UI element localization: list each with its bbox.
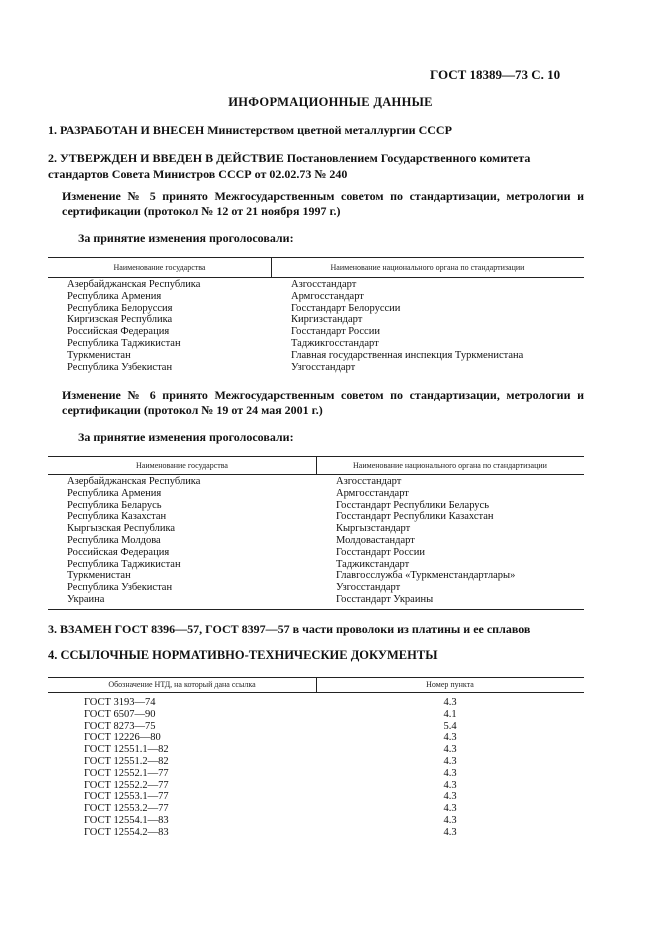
table-cell: Российская Федерация [67, 546, 170, 558]
item-1 [48, 122, 452, 138]
table-cell: 4.3 [443, 814, 457, 826]
table-4-points [400, 697, 500, 839]
item-1-text: Министерством цветной металлургии СССР [204, 123, 452, 137]
table-6-header-rule [48, 474, 584, 475]
table-4-header-point: Номер пункта [426, 680, 474, 689]
table-cell: Азгосстандарт [336, 476, 402, 487]
table-4-header-doc: Обозначение НТД, на который дана ссылка [108, 680, 256, 689]
table-cell: Узгосстандарт [291, 361, 356, 373]
table-cell: ГОСТ 3193—74 [84, 697, 156, 708]
table-cell: Азербайджанская Республика [67, 279, 201, 290]
table-cell: ГОСТ 12551.1—82 [84, 744, 169, 756]
item-4-title [48, 648, 437, 663]
table-cell: Республика Молдова [67, 534, 161, 546]
table-cell: ГОСТ 12554.2—83 [84, 826, 169, 838]
table-cell: Киргизстандарт [291, 314, 363, 326]
table-5-header-body: Наименование национального органа по стандартизации [330, 263, 525, 272]
table-4-docs [84, 697, 169, 839]
table-6-states [67, 476, 200, 606]
table-5-top-rule [48, 257, 584, 258]
table-cell: Таджикгосстандарт [291, 337, 379, 349]
item-4-title-text: 4. ССЫЛОЧНЫЕ НОРМАТИВНО-ТЕХНИЧЕСКИЕ ДОКУМЕНТЫ [48, 648, 438, 662]
table-cell: Азербайджанская Республика [67, 476, 201, 487]
table-6-bottom-rule [48, 609, 584, 610]
table-5-states [67, 279, 200, 373]
table-cell: Госстандарт Белоруссии [291, 302, 401, 314]
table-cell: Республика Таджикистан [67, 558, 181, 570]
amendment-6-text: Изменение № 6 принято Межгосударственным советом по стандартизации, метрологии и сертификации (протокол № 19 от 24 мая 2001 г.) [62, 388, 584, 417]
table-cell: Госстандарт Республики Беларусь [336, 499, 490, 511]
table-cell: 4.3 [443, 791, 457, 803]
document-title: ИНФОРМАЦИОННЫЕ ДАННЫЕ [228, 95, 433, 109]
table-cell: 4.3 [443, 779, 457, 791]
table-cell: 4.3 [443, 826, 457, 838]
table-cell: 4.3 [443, 755, 457, 767]
table-cell: ГОСТ 6507—90 [84, 708, 156, 720]
table-cell: ГОСТ 12226—80 [84, 732, 161, 744]
table-cell: ГОСТ 12553.1—77 [84, 791, 169, 803]
table-cell: Госстандарт Украины [336, 593, 434, 605]
table-cell: 5.4 [443, 720, 457, 732]
table-cell: Молдовастандарт [336, 534, 415, 546]
table-cell: Республика Белоруссия [67, 302, 173, 314]
table-cell: Республика Беларусь [67, 499, 162, 511]
table-cell: Армгосстандарт [291, 290, 364, 302]
table-cell: ГОСТ 12551.2—82 [84, 755, 169, 767]
amendment-6-voted: За принятие изменения проголосовали: [78, 430, 294, 444]
table-6-bodies [336, 476, 515, 606]
amendment-5-text: Изменение № 5 принято Межгосударственным советом по стандартизации, метрологии и сертификации (протокол № 12 от 21 ноября 1997 г.) [62, 189, 584, 218]
item-1-lead: 1. РАЗРАБОТАН И ВНЕСЕН [48, 123, 205, 137]
item-3: 3. ВЗАМЕН ГОСТ 8396—57, ГОСТ 8397—57 в части проволоки из платины и ее сплавов [48, 622, 531, 636]
page-header: ГОСТ 18389—73 С. 10 [430, 67, 561, 82]
table-cell: ГОСТ 12552.1—77 [84, 767, 169, 779]
table-cell: Туркменистан [67, 570, 131, 582]
table-6-header-body: Наименование национального органа по стандартизации [353, 461, 547, 470]
table-5-header-state: Наименование государства [113, 263, 206, 272]
table-cell: Киргизская Республика [67, 314, 173, 326]
table-5-bodies [291, 279, 523, 373]
amendment-5-voted: За принятие изменения проголосовали: [78, 231, 294, 245]
table-cell: Госстандарт Республики Казахстан [336, 511, 494, 523]
table-cell: Туркменистан [67, 349, 131, 361]
item-2 [48, 150, 583, 182]
item-2-lead: 2. УТВЕРЖДЕН И ВВЕДЕН В ДЕЙСТВИЕ [48, 151, 284, 165]
table-6-header-state: Наименование государства [136, 461, 228, 470]
table-cell: Главгосслужба «Туркменстандартлары» [336, 570, 516, 582]
table-cell: 4.1 [443, 708, 457, 720]
table-cell: ГОСТ 12553.2—77 [84, 803, 169, 815]
table-cell: ГОСТ 12554.1—83 [84, 814, 169, 826]
table-cell: Республика Узбекистан [67, 361, 173, 373]
table-cell: ГОСТ 8273—75 [84, 720, 156, 732]
table-cell: Азгосстандарт [291, 279, 357, 290]
table-cell: Узгосстандарт [336, 582, 401, 594]
item-2-text: Постановлением Государственного комитета стандартов Совета Министров СССР от 02.02.73 № 240 [48, 151, 531, 181]
table-cell: Кыргызская Республика [67, 523, 176, 535]
table-4-header-rule [48, 692, 584, 693]
table-cell: ГОСТ 12552.2—77 [84, 779, 169, 791]
table-cell: Госстандарт России [336, 546, 425, 558]
table-cell: Российская Федерация [67, 326, 170, 338]
table-cell: Республика Армения [67, 290, 162, 302]
table-cell: 4.3 [443, 697, 457, 708]
table-cell: Республика Узбекистан [67, 582, 173, 594]
table-cell: Армгосстандарт [336, 487, 409, 499]
table-cell: 4.3 [443, 732, 457, 744]
table-cell: Госстандарт России [291, 326, 380, 338]
table-cell: 4.3 [443, 803, 457, 815]
table-cell: 4.3 [443, 744, 457, 756]
table-cell: Украина [67, 593, 105, 605]
table-cell: Республика Таджикистан [67, 337, 181, 349]
table-cell: Республика Армения [67, 487, 162, 499]
table-cell: Таджикстандарт [336, 558, 410, 570]
table-5-header-rule [48, 277, 584, 278]
table-cell: Кыргызстандарт [336, 523, 411, 535]
table-cell: 4.3 [443, 767, 457, 779]
table-cell: Главная государственная инспекция Туркменистана [291, 349, 524, 361]
table-cell: Республика Казахстан [67, 511, 167, 523]
